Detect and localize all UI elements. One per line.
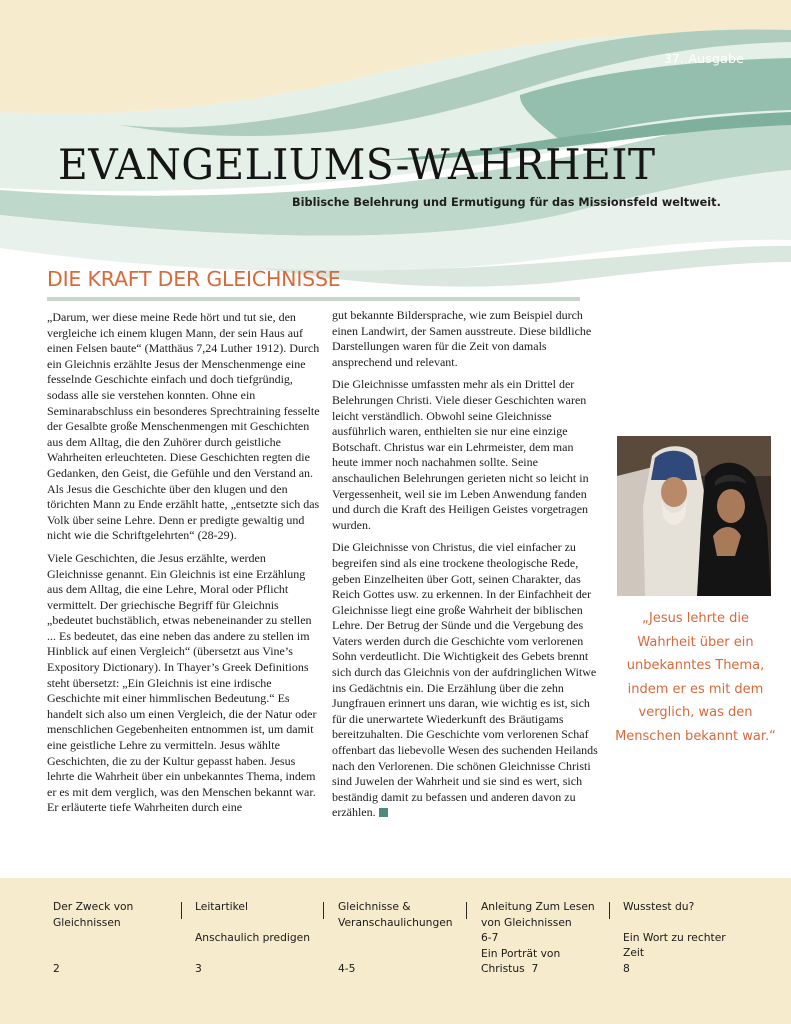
toc-separator bbox=[466, 902, 467, 919]
toc-page-number: 4-5 bbox=[338, 962, 356, 975]
toc-item-second-title: Ein Porträt von bbox=[481, 946, 561, 960]
article-paragraph-text: Die Gleichnisse von Christus, die viel einfacher zu begreifen sind als eine trockene theologische Rede, geben Einzelheiten über Gott, seinen Charakter, das Reich Gottes usw. zu erkennen. In der Einfachheit der Gleichnisse liegt eine große Wahrheit der biblischen Lehre. Der Betrug der Sünde und die Vergebung des Vaters werden durch die Geschichte vom verlorenen Sohn verdeutlicht. Die Wichtigkeit des Gebets brennt sich durch das Gleichnis von der aufdringlichen Witwe ins Gedächtnis ein. Die Erzählung über die zehn Jungfrauen erinnert uns daran, wie wichtig es ist, sich für die unerwartete Wiederkunft des Bräutigams bereitzuhalten. Die Geschichte vom verlorenen Schaf offenbart das liebevolle Wesen des suchenden Heilands nach den Verlorenen. Die schönen Gleichnisse Christi sind Juwelen der Wahrheit und sie sind es wert, sich beständig damit zu befassen und anderen davon zu erzählen. bbox=[332, 540, 598, 820]
issue-number: 37. Ausgabe bbox=[663, 51, 744, 66]
toc-page-number: 3 bbox=[195, 962, 202, 975]
article-paragraph-last bbox=[332, 540, 600, 821]
toc-item-second-title-line2 bbox=[481, 961, 603, 977]
pull-quote: „Jesus lehrte die Wahrheit über ein unbekanntes Thema, indem er es mit dem verglich, was den Menschen bekannt war.“ bbox=[615, 611, 776, 744]
toc-item-title: Anleitung Zum Lesen von Gleichnissen bbox=[481, 900, 595, 929]
table-of-contents bbox=[0, 878, 791, 1024]
toc-item[interactable] bbox=[623, 899, 743, 961]
article-paragraph: gut bekannte Bildersprache, wie zum Beispiel durch einen Landwirt, der Samen ausstreute. Diese bildliche Darstellungen waren für die Zeit von damals ansprechend und relevant. bbox=[332, 308, 592, 369]
toc-page-number: 2 bbox=[53, 962, 60, 975]
toc-item-subtitle: Ein Wort zu rechter Zeit bbox=[623, 930, 726, 959]
article-paragraph: „Darum, wer diese meine Rede hört und tut sie, den vergleiche ich einem klugen Mann, der sein Haus auf einen Felsen baute“ (Matthäus 7,24 Luther 1912). Durch ein Gleichnis erzählte Jesus der Menschenmenge eine fesselnde Geschichte einfach und doch tiefgründig, sodass alle sie verstehen konnten. Ohne ein Seminarabschluss ein besonderes Sprechtraining fesselte der Gesalbte große Menschenmengen mit Geschichten aus dem Alltag, die den Zuhörer durch geistliche Wahrheiten erleuchteten. Diese Geschichten regten die Gedanken, den Geist, die Gefühle und den Verstand an. Als Jesus die Geschichte über den klugen und den törichten Mann zu Ende erzählt hatte, „entsetzte sich das Volk über seine Lehre. Denn er predigte gewaltig und nicht wie die Schriftgelehrten“ (28-29). bbox=[47, 310, 320, 543]
article-column-middle bbox=[332, 308, 600, 828]
toc-separator bbox=[323, 902, 324, 919]
article-paragraph: Die Gleichnisse umfassten mehr als ein Drittel der Belehrungen Christi. Viele dieser Geschichten waren leicht verständlich. Obwohl seine Gleichnisse ausführlich waren, enthielten sie nur eine einzige Botschaft. Christus war ein Lehrmeister, dem man heute immer noch nachahmen sollte. Seine anschaulichen Belehrungen gerieten nicht so leicht in Vergessenheit, weil sie im Leben Anwendung fanden und durch die Kraft des Heiligen Geistes vorgetragen wurden. bbox=[332, 377, 589, 532]
toc-item-second-title-word: Christus bbox=[481, 962, 525, 975]
toc-item-page-range: 6-7 bbox=[481, 931, 499, 944]
article-column-left bbox=[47, 310, 323, 823]
toc-item-title: Gleichnisse & Veranschaulichungen bbox=[338, 900, 453, 929]
article-paragraph: Viele Geschichten, die Jesus erzählte, werden Gleichnisse genannt. Ein Gleichnis ist eine Erzählung aus dem Alltag, die eine Lehre, Moral oder Pflicht vermittelt. Der griechische Begriff für Gleichnis „bedeutet buchstäblich, etwas nebeneinander zu stellen ... Es bedeutet, das eine neben das andere zu stellen im Hinblick auf einen Vergleich“ (übersetzt aus Vine’s Expository Dictionary). In Thayer’s Greek Definitions steht übersetzt: „Ein Gleichnis ist eine irdische Geschichte mit einer himmlischen Bedeutung.“ Es handelt sich also um einen Vergleich, die der Natur oder menschlichen Gegebenheiten entnommen ist, um damit eine geistliche Lehre zu vermitteln. Jesus wählte Geschichten, die zu der Kultur gepasst haben. Jesus lehrte die Wahrheit über ein unbekanntes Thema, indem er es mit dem verglich, was den Menschen bekannt war. Er erläuterte tiefe Wahrheiten durch eine bbox=[47, 550, 317, 815]
toc-item[interactable] bbox=[53, 899, 153, 930]
toc-page-number: 8 bbox=[623, 962, 630, 975]
masthead-tagline: Biblische Belehrung und Ermutigung für das Missionsfeld weltweit. bbox=[292, 196, 721, 209]
toc-item-title: Wusstest du? bbox=[623, 900, 695, 913]
article-title: DIE KRAFT DER GLEICHNISSE bbox=[47, 267, 341, 291]
toc-page-number: 7 bbox=[531, 962, 539, 975]
toc-item[interactable] bbox=[338, 899, 463, 930]
toc-item-title: Leitartikel bbox=[195, 900, 248, 913]
toc-item-title: Der Zweck von Gleichnissen bbox=[53, 900, 134, 929]
toc-item-subtitle: Anschaulich predigen bbox=[195, 930, 311, 944]
toc-separator bbox=[609, 902, 610, 919]
title-divider bbox=[47, 297, 580, 301]
toc-separator bbox=[181, 902, 182, 919]
end-of-article-marker bbox=[379, 808, 388, 817]
article-photo bbox=[617, 436, 771, 596]
toc-item[interactable] bbox=[481, 899, 603, 977]
toc-item[interactable] bbox=[195, 899, 320, 945]
masthead-title: EVANGELIUMS-WAHRHEIT bbox=[58, 140, 656, 189]
